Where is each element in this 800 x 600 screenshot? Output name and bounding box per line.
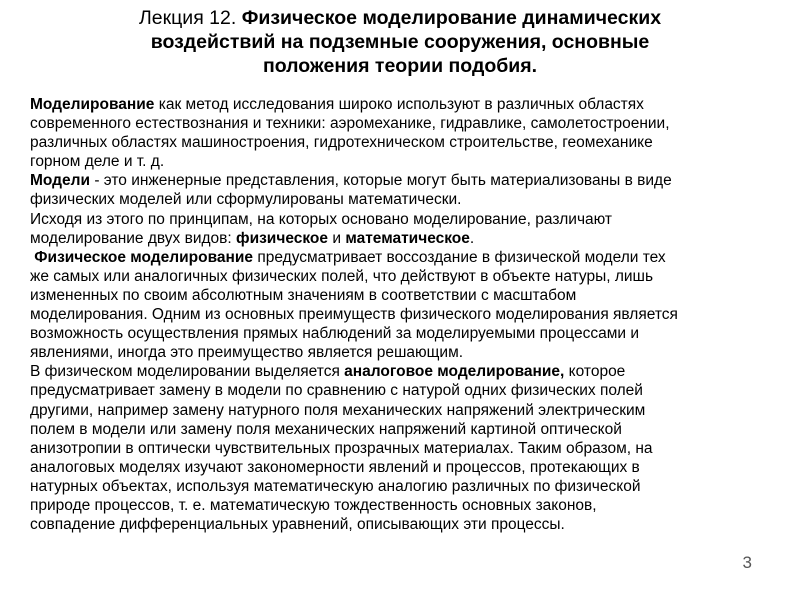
- title-line-1: [40, 6, 760, 30]
- body-line: измененных по своим абсолютным значениям в соответствии с масштабом: [30, 286, 577, 304]
- body-text: - это инженерные представления, которые могут быть материализованы в виде: [90, 172, 672, 190]
- body-line: натурных объектах, используя математическую аналогию различных по физической: [30, 477, 641, 495]
- title-line-2: воздействий на подземные сооружения, основные: [150, 31, 650, 53]
- term-physical: физическое: [236, 229, 329, 247]
- term-mathematical: математическое: [345, 229, 470, 247]
- body-text: .: [469, 229, 475, 247]
- body-line: моделирования. Одним из основных преимуществ физического моделирования является: [30, 306, 678, 324]
- body-line: современного естествознания и техники: аэромеханике, гидравлике, самолетостроении,: [30, 115, 670, 133]
- body-line: аналоговых моделях изучают закономерности явлений и процессов, протекающих в: [30, 458, 640, 476]
- body-line: [30, 229, 770, 248]
- body-line: же самых или аналогичных физических полей, что действуют в объекте натуры, лишь: [30, 267, 654, 285]
- title-prefix: Лекция 12.: [138, 7, 242, 29]
- body-line: [30, 362, 770, 381]
- body-line: [30, 171, 770, 190]
- body-line: различных областях машиностроения, гидротехническом строительстве, геомеханике: [30, 134, 653, 152]
- body-text: моделирование двух видов:: [30, 229, 237, 247]
- slide-body: [30, 95, 770, 534]
- body-line: совпадение дифференциальных уравнений, описывающих эти процессы.: [30, 516, 565, 534]
- body-line: другими, например замену натурного поля механических напряжений электрическим: [30, 401, 646, 419]
- term-analog-modeling: аналоговое моделирование,: [344, 363, 565, 381]
- body-line: горном деле и т. д.: [30, 153, 165, 171]
- body-text: предусматривает воссоздание в физической модели тех: [253, 248, 666, 266]
- body-text: и: [328, 229, 346, 247]
- body-line: полем в модели или замену поля механических напряжений картиной оптической: [30, 420, 622, 438]
- term-models: Модели: [30, 172, 91, 190]
- body-line: природе процессов, т. е. математическую тождественность основных законов,: [30, 496, 597, 514]
- body-text: как метод исследования широко используют в различных областях: [154, 96, 644, 113]
- slide-number: 3: [742, 553, 752, 572]
- title-bold-1: Физическое моделирование динамических: [241, 7, 662, 29]
- body-line: физических моделей или сформулированы математически.: [30, 191, 462, 209]
- slide-title: [40, 6, 760, 78]
- body-line: явлениями, иногда это преимущество является решающим.: [30, 344, 464, 362]
- body-line: Исходя из этого по принципам, на которых основано моделирование, различают: [30, 210, 613, 228]
- body-line: возможность осуществления прямых наблюдений за моделируемыми процессами и: [30, 325, 639, 343]
- term-physical-modeling: Физическое моделирование: [30, 248, 254, 266]
- title-line-3: положения теории подобия.: [262, 55, 538, 77]
- body-text: В физическом моделировании выделяется: [30, 363, 345, 381]
- term-modeling: Моделирование: [30, 96, 155, 113]
- body-line: предусматривает замену в модели по сравнению с натурой одних физических полей: [30, 382, 643, 400]
- body-line: анизотропии в оптически чувствительных прозрачных материалах. Таким образом, на: [30, 439, 653, 457]
- body-line: [30, 248, 770, 267]
- body-line: [30, 95, 770, 114]
- body-text: которое: [564, 363, 626, 381]
